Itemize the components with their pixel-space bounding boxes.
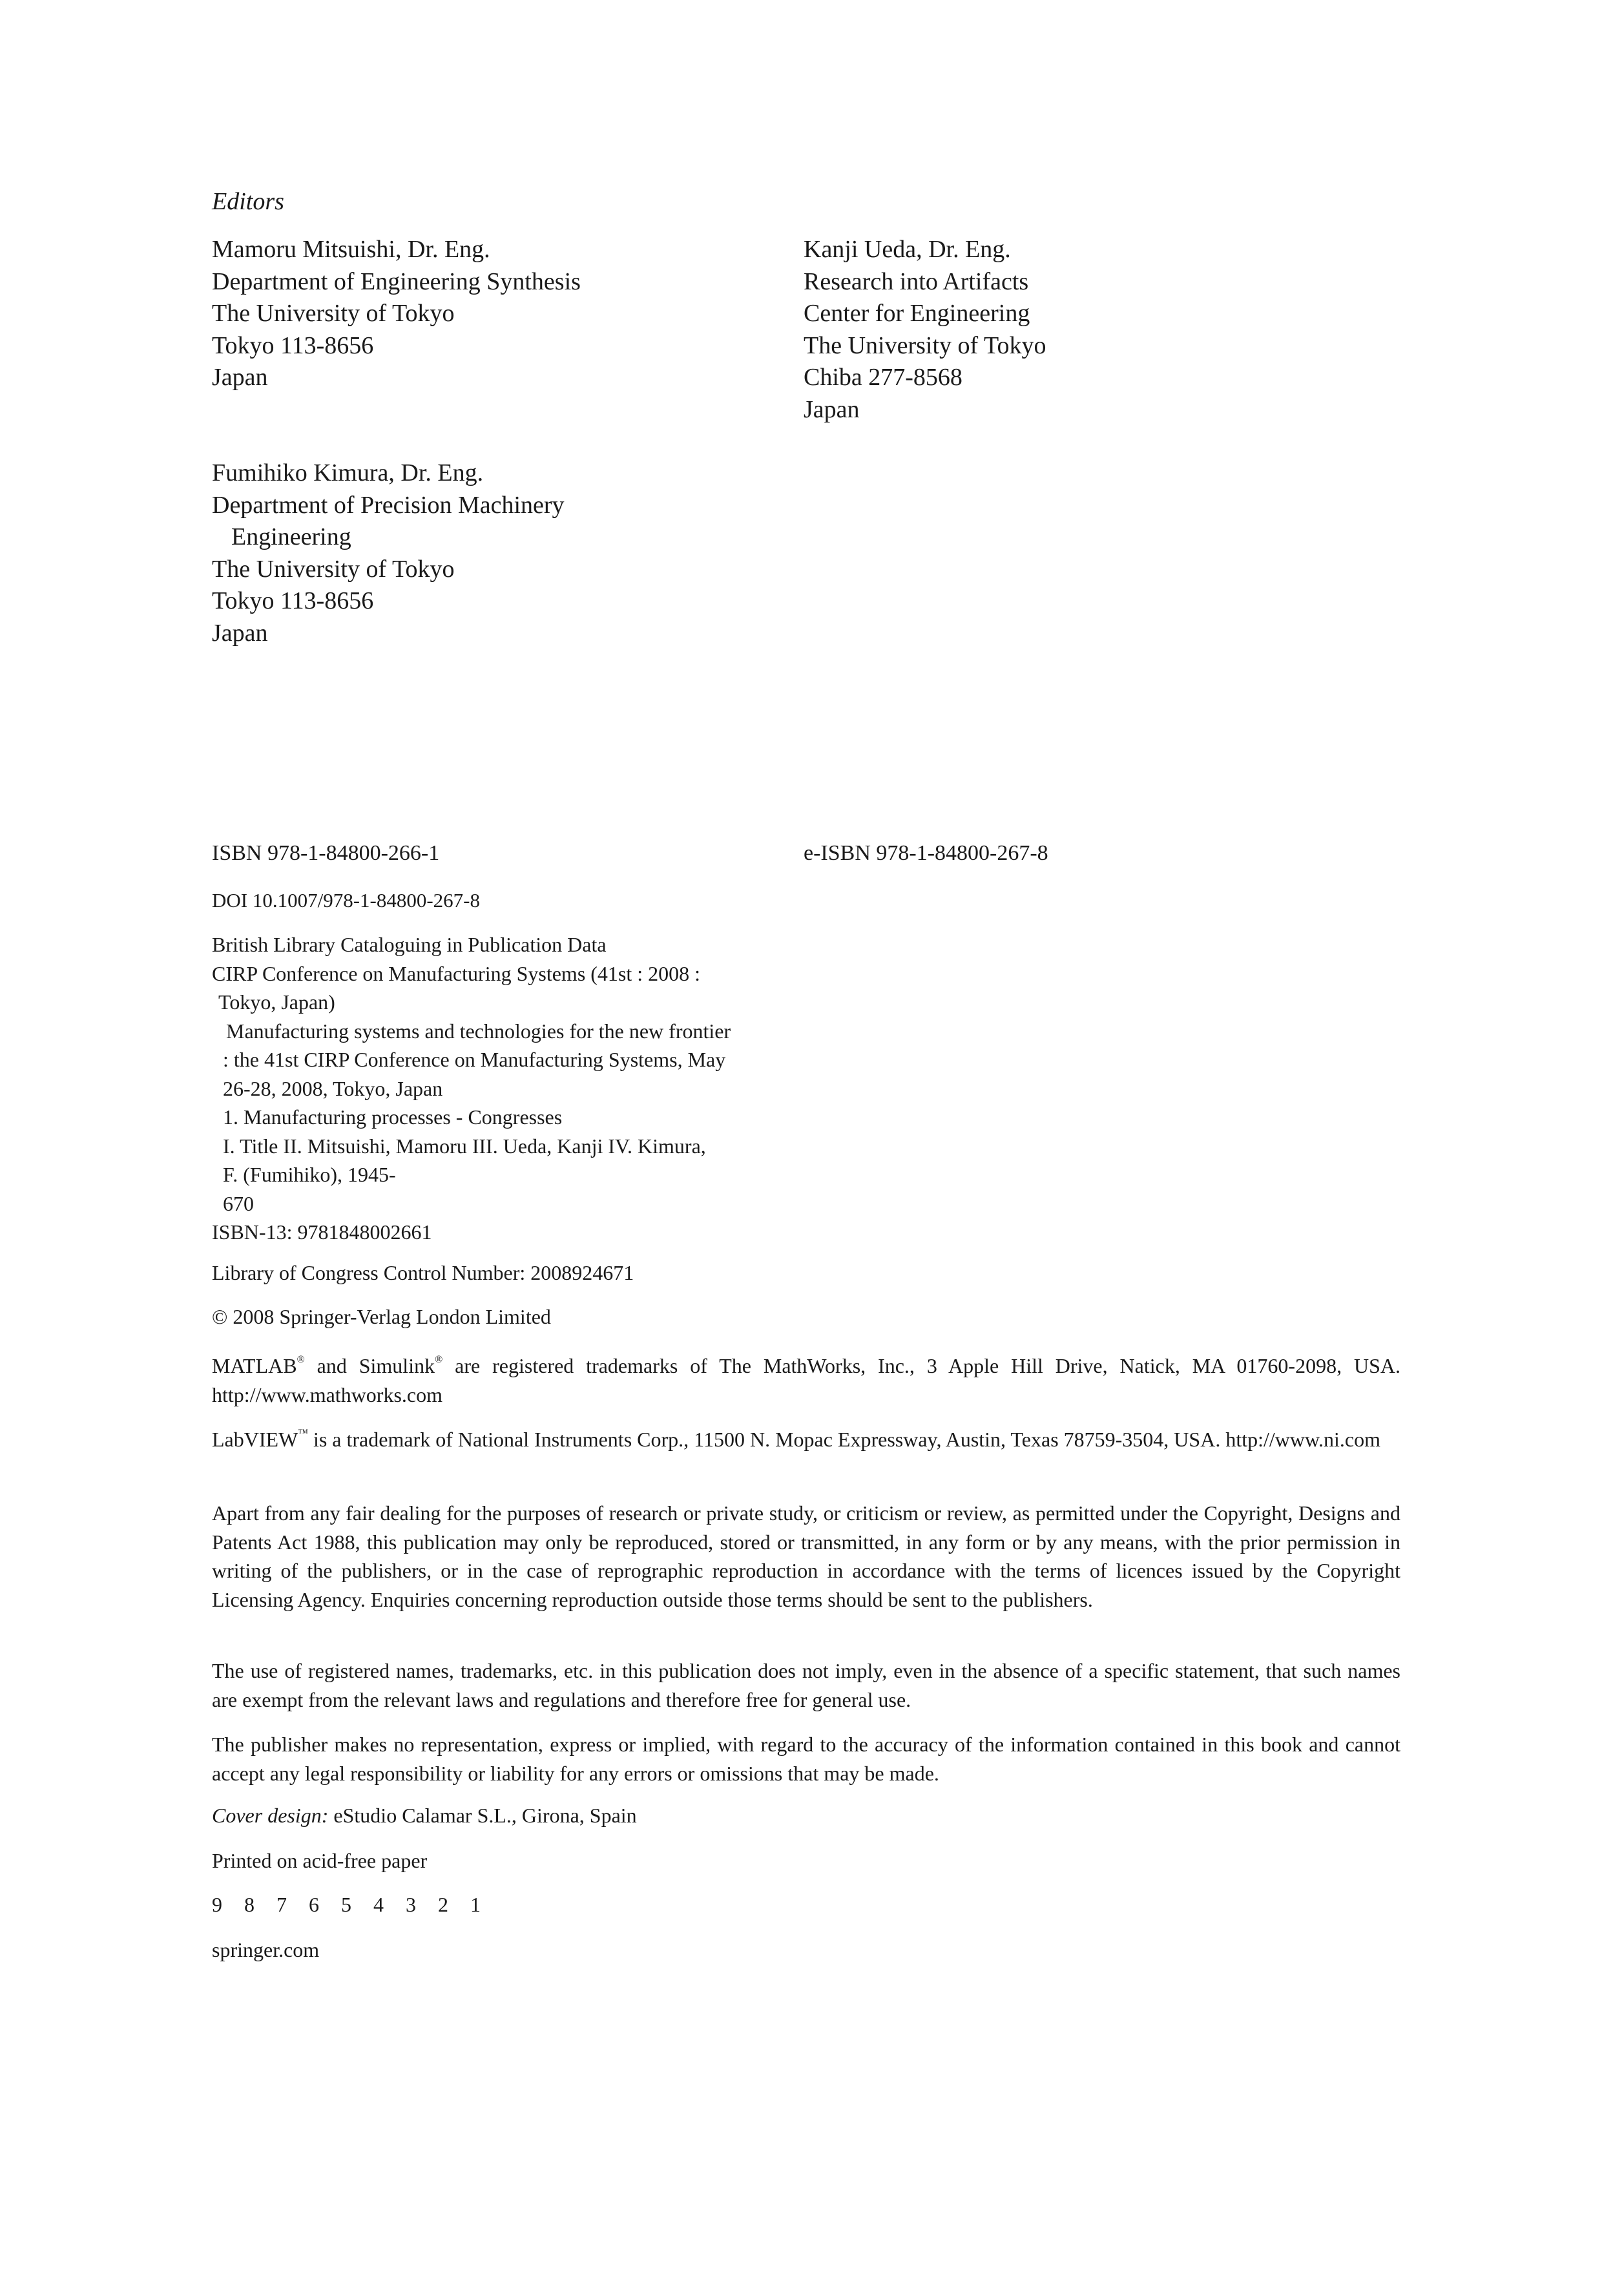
publisher-disclaimer-text: The publisher makes no representation, express or implied, with regard to the accuracy of the information contained in this book and cannot accept any legal responsibility or liability for any errors or omissions that may be made.	[212, 1733, 1400, 1785]
cover-design-value: eStudio Calamar S.L., Girona, Spain	[328, 1804, 637, 1827]
editor-university: The University of Tokyo	[804, 331, 1046, 359]
labview-notice-text: is a trademark of National Instruments Corp., 11500 N. Mopac Expressway, Austin, Texas 78759-3504, USA. http://www.ni.com	[307, 1428, 1380, 1451]
fair-dealing-text: Apart from any fair dealing for the purposes of research or private study, or criticism or review, as permitted under the Copyright, Designs and Patents Act 1988, this publication may only be reproduced, stored or transmitted, in any form or by any means, with the prior permission in writing of the publishers, or in the case of reprographic reproduction in accordance with the terms of licences issued by the Copyright Licensing Agency. Enquiries concerning reproduction outside those terms should be sent to the publishers.	[212, 1501, 1400, 1611]
registered-mark: ®	[296, 1354, 305, 1365]
editor-department: Research into Artifacts	[804, 267, 1029, 295]
copyright-line: © 2008 Springer-Verlag London Limited	[212, 1305, 551, 1328]
matlab-notice-text: are registered trademarks of The MathWorks, Inc., 3 Apple Hill Drive, Natick, MA 01760-2098, USA. http://www.mathworks.com	[212, 1354, 1401, 1406]
editor-university: The University of Tokyo	[212, 300, 455, 327]
cip-line: ISBN-13: 9781848002661	[212, 1220, 432, 1244]
editor-city: Chiba 277-8568	[804, 364, 962, 391]
registered-names-text: The use of registered names, trademarks, etc. in this publication does not imply, even in the absence of a specific statement, that such names are exempt from the relevant laws and regulations and therefore free for general use.	[212, 1659, 1400, 1711]
cip-line: Manufacturing systems and technologies for the new frontier	[226, 1019, 731, 1043]
printed-note: Printed on acid-free paper	[212, 1849, 428, 1872]
fair-dealing-paragraph	[212, 1499, 1400, 1614]
cip-line: Tokyo, Japan)	[218, 990, 335, 1014]
loc-control-number: Library of Congress Control Number: 2008924671	[212, 1261, 634, 1284]
editor-city: Tokyo 113-8656	[212, 587, 374, 614]
editor-department: Department of Precision Machinery	[212, 491, 565, 519]
editor-name: Kanji Ueda, Dr. Eng.	[804, 236, 1011, 263]
simulink-word: and Simulink	[304, 1354, 435, 1377]
cip-line: F. (Fumihiko), 1945-	[223, 1163, 396, 1186]
doi: DOI 10.1007/978-1-84800-267-8	[212, 889, 481, 912]
e-isbn: e-ISBN 978-1-84800-267-8	[804, 841, 1048, 865]
matlab-trademark-notice	[212, 1352, 1400, 1409]
trademark-mark: ™	[298, 1428, 308, 1439]
cip-line: British Library Cataloguing in Publication Data	[212, 933, 607, 956]
labview-word: LabVIEW	[212, 1428, 298, 1451]
cip-line: 1. Manufacturing processes - Congresses	[223, 1105, 563, 1129]
editor-city: Tokyo 113-8656	[212, 331, 374, 359]
cip-line: : the 41st CIRP Conference on Manufacturing Systems, May	[223, 1048, 726, 1071]
registered-mark: ®	[435, 1354, 443, 1365]
cip-line: CIRP Conference on Manufacturing Systems (41st : 2008 :	[212, 961, 701, 985]
labview-trademark-notice	[212, 1425, 1400, 1454]
editor-department-line-2: Engineering	[231, 523, 351, 550]
editor-address-kimura	[212, 457, 565, 649]
cover-design-label: Cover design:	[212, 1804, 329, 1827]
editor-university: The University of Tokyo	[212, 555, 455, 583]
publisher-website: springer.com	[212, 1938, 320, 1961]
editor-country: Japan	[212, 364, 268, 391]
editor-country: Japan	[212, 619, 268, 647]
cip-line: I. Title II. Mitsuishi, Mamoru III. Ueda, Kanji IV. Kimura,	[223, 1134, 706, 1158]
editor-address-mitsuishi	[212, 234, 581, 394]
printer-line: 9 8 7 6 5 4 3 2 1	[212, 1893, 489, 1916]
cip-line: 26-28, 2008, Tokyo, Japan	[223, 1076, 443, 1100]
editor-country: Japan	[804, 395, 860, 423]
editor-department: Department of Engineering Synthesis	[212, 267, 581, 295]
registered-names-paragraph	[212, 1656, 1400, 1714]
cover-design-credit	[212, 1804, 637, 1828]
isbn: ISBN 978-1-84800-266-1	[212, 841, 440, 865]
matlab-word: MATLAB	[212, 1354, 297, 1377]
editor-address-ueda	[804, 234, 1046, 426]
editor-name: Fumihiko Kimura, Dr. Eng.	[212, 459, 484, 486]
cataloguing-in-publication-data	[212, 930, 731, 1247]
editors-heading: Editors	[212, 188, 284, 215]
cip-line: 670	[223, 1191, 254, 1215]
publisher-disclaimer-paragraph	[212, 1730, 1400, 1788]
editor-department-line-2: Center for Engineering	[804, 300, 1030, 327]
editor-name: Mamoru Mitsuishi, Dr. Eng.	[212, 236, 490, 263]
